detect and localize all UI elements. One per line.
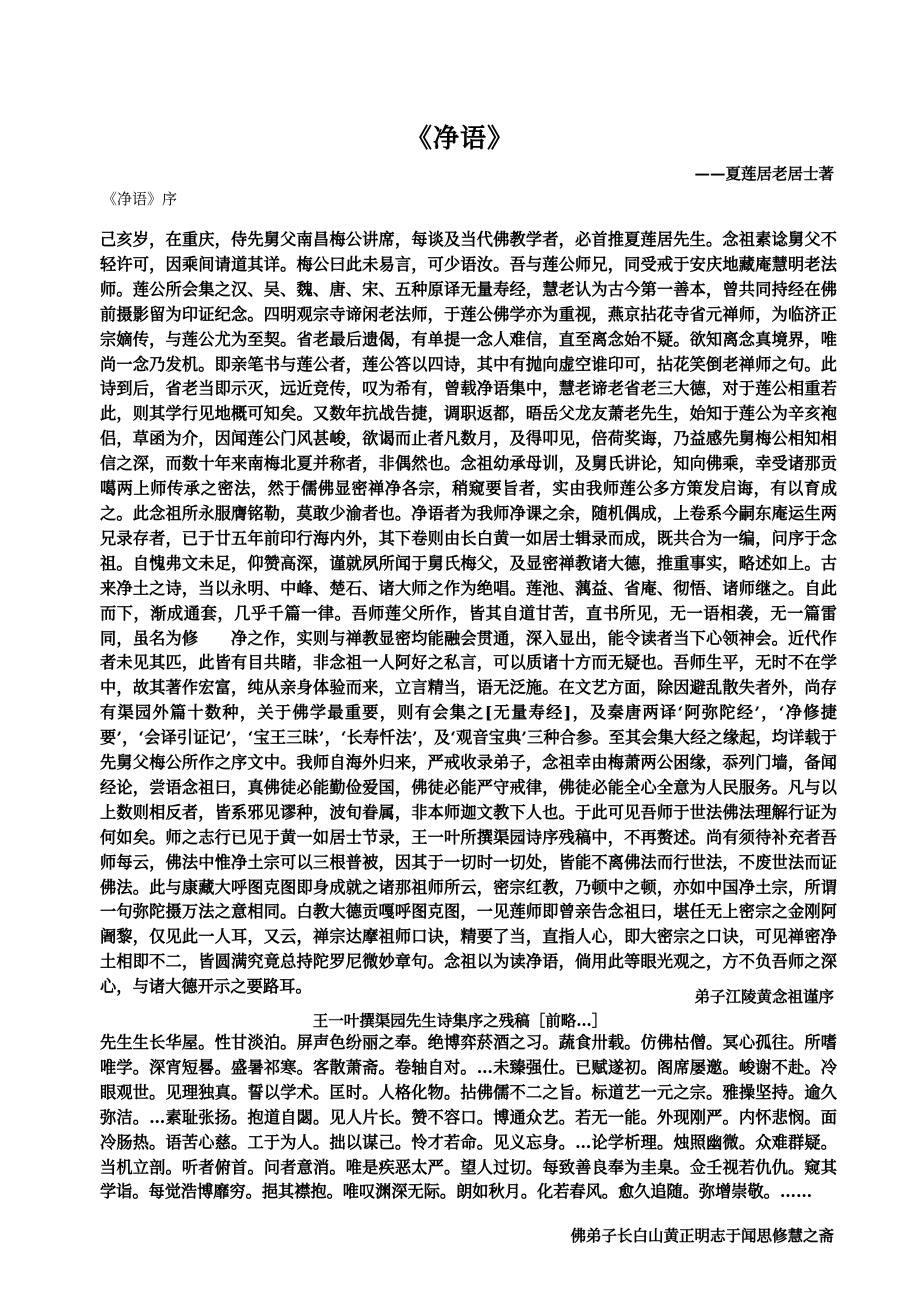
- author-line: ——夏莲居老居士著: [694, 164, 834, 183]
- excerpt-heading: 王一叶撰渠园先生诗集序之残稿［前略…］: [312, 1011, 608, 1030]
- preface-body: 己亥岁，在重庆，侍先舅父南昌梅公讲席，每谈及当代佛教学者，必首推夏莲居先生。念祖素谂舅父不轻许可，因乘间请道其详。梅公曰此未易言，可少语汝。吾与莲公师兄，同受戒于安庆地藏庵慧明老法师。莲公所会集之汉、吴、魏、唐、宋、五种原译无量寿经，慧老认为古今第一善本，曾共同持经在佛前摄影留为印证纪念。四明观宗寺谛闲老法师，于莲公佛学亦为重视，燕京拈花寺省元禅师，为临济正宗嫡传，与莲公尤为至契。省老最后遗偈，有单提一念人难信，直至离念始不疑。欲知离念真境界，唯尚一念乃发机。即亲笔书与莲公者，莲公答以四诗，其中有抛向虚空谁印可，拈花笑倒老禅师之句。此诗到后，省老当即示灭，远近竞传，叹为希有，曾载净语集中，慧老谛老省老三大德，对于莲公相重若此，则其学行见地概可知矣。又数年抗战告捷，调职返都，晤岳父龙友萧老先生，始知于莲公为辛亥袍侣，草函为介，因闻莲公门风甚峻，欲谒而止者凡数月，及得叩见，倍荷奖诲，乃益感先舅梅公相知相信之深，而数十年来南梅北夏并称者，非偶然也。念祖幼承母训，及舅氏讲论，知向佛乘，幸受诸那贡噶两上师传承之密法，然于儒佛显密禅净各宗，稍窥要旨者，实由我师莲公多方策发启诲，有以育成之。此念祖所永服膺铭勒，莫敢少渝者也。净语者为我师净课之余，随机偶成，上卷系今嗣东庵运生两兄录存者，已于廿五年前印行海内外，其下卷则由长白黄一如居士辑录而成，既共合为一编，问序于念祖。自愧弗文未足，仰赞高深，谨就夙所闻于舅氏梅父，及显密禅教诸大德，推重事实，略述如上。古来净土之诗，当以永明、中峰、楚石、诸大师之作为绝唱。莲池、蕅益、省庵、彻悟、诸师继之。自此而下，渐成通套，几乎千篇一律。吾师莲父所作，皆其自道甘苦，直书所见，无一语相袭，无一篇雷同，虽名为修 净之作，实则与禅教显密均能融会贯通，深入显出，能令读者当下心领神会。近代作者未见其匹，此皆有目共睹，非念祖一人阿好之私言，可以质诸十方而无疑也。吾师生平，无时不在学中，故其著作宏富，纯从亲身体验而来，立言精当，语无泛施。在文艺方面，除因避乱散失者外，尚存有渠园外篇十数种，关于佛学最重要，则有会集之[无量寿经]，及秦唐两译‘阿弥陀经’，‘净修捷要’，‘会译引证记’，‘宝王三昧’，‘长寿忏法’，及‘观音宝典’三种合参。至其会集大经之缘起，均详载于先舅父梅公所作之序文中。我师自海外归来，严戒收录弟子，念祖幸由梅萧两公困缘，忝列门墙，备闻经论，尝语念祖曰，真佛徒必能勤俭爱国，佛徒必能严守戒律，佛徒必能全心全意为人民服务。凡与以上数则相反者，皆系邪见谬种，波旬眷属，非本师迦文教下人也。于此可见吾师于世法佛法理解行证为何如矣。师之志行已见于黄一如居士节录，王一叶所撰渠园诗序残稿中，不再赘述。尚有须待补充者吾师每云，佛法中惟净土宗可以三根普被，因其于一切时一切处，皆能不离佛法而行世法，不废世法而证佛法。此与康藏大呼图克图即身成就之诸那祖师所云，密宗红教，乃顿中之顿，亦如中国净土宗，所谓一句弥陀摄万法之意相同。白教大德贡嘎呼图克图，一见莲师即曾亲告念祖曰，堪任无上密宗之金刚阿阇黎，仅见此一人耳，又云，禅宗达摩祖师口诀，精要了当，直指人心，即大密宗之口诀，可见禅密净土相即不二，皆圆满究竟总持陀罗尼微妙章句。念祖以为读净语，倘用此等眼光观之，方不负吾师之深心，与诸大德开示之要路耳。: [100, 230, 837, 997]
- preface-signature: 弟子江陵黄念祖谨序: [694, 987, 834, 1006]
- excerpt-signature: 佛弟子长白山黄正明志于闻思修慧之斋: [570, 1226, 834, 1245]
- document-title: 《净语》: [405, 124, 514, 154]
- preface-heading: 《净语》序: [102, 190, 178, 208]
- excerpt-body: 先生生长华屋。性甘淡泊。屏声色纷丽之奉。绝博弈菸酒之习。蔬食卅载。仿佛枯僧。冥心孤往。所嗜唯学。深宵短晷。盛暑祁寒。客散萧斋。卷轴自对。…未臻强仕。已赋遂初。阁席屡邀。峻谢不赴。冷眼观世。见理独真。誓以学术。匡时。人格化物。拈佛儒不二之旨。标道艺一元之宗。雅操坚持。逾久弥洁。…素耻张扬。抱道自閟。见人片长。赞不容口。博通众艺。若无一能。外现刚严。内怀悲悯。面冷肠热。语苦心慈。工于为人。拙以谋己。怜才若命。见义忘身。…论学析理。烛照幽微。众难群疑。当机立剖。听者俯首。问者意消。唯是疾恶太严。望人过切。每致善良奉为圭臬。佥壬视若仇仇。窥其学诣。每觉浩博靡穷。挹其襟抱。唯叹渊深无际。朗如秋月。化若春风。愈久追随。弥增崇敬。……: [100, 1033, 837, 1202]
